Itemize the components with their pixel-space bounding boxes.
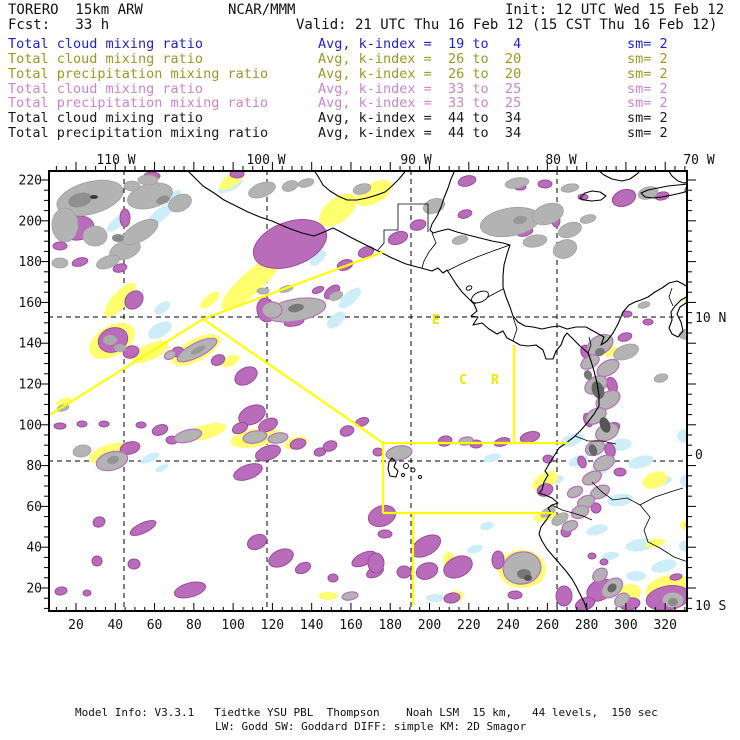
cloud-blob-purple [508, 591, 522, 599]
cloud-blob-gray [72, 444, 92, 459]
cloud-blob-purple [437, 434, 453, 447]
cloud-blob-yellow [318, 592, 338, 600]
legend-sm-value: sm= 2 [627, 36, 668, 52]
legend-sm-value: sm= 2 [627, 95, 668, 112]
cloud-blob-gray-purple-rim [262, 302, 282, 318]
longitude-label: 110 W [96, 153, 136, 168]
latitude-label: 10 N [695, 311, 727, 326]
cloud-blob-purple [311, 285, 324, 295]
legend-sm-value: sm= 2 [627, 125, 668, 142]
y-grid-label: 160 [18, 295, 42, 311]
cloud-blob-purple [614, 468, 626, 476]
map-annotations-layer [432, 313, 499, 388]
x-grid-label: 280 [574, 618, 599, 633]
cloud-blob-yellow [640, 468, 670, 492]
cloud-blob-gray [138, 175, 158, 185]
cloud-blob-purple [492, 551, 504, 569]
cloud-blob-purple [617, 331, 633, 342]
cloud-blob-gray [551, 236, 580, 261]
legend-field-label: Total precipitation mixing ratio [8, 125, 269, 142]
x-grid-label: 120 [260, 618, 285, 633]
cloud-blob-gray [579, 213, 597, 225]
island-outline [419, 476, 422, 479]
y-grid-label: 60 [26, 499, 42, 515]
cloud-blob-purple [151, 423, 169, 438]
cloud-blob-purple [77, 421, 87, 427]
legend-field-label: Total cloud mixing ratio [8, 110, 204, 127]
longitude-label: 100 W [246, 153, 286, 168]
cloud-blob-purple [610, 186, 638, 209]
site-letter-annotation: R [491, 373, 499, 388]
cloud-blob-purple [53, 242, 67, 250]
legend-sm-value: sm= 2 [627, 65, 668, 82]
cloud-blob-cyan [154, 462, 169, 473]
cloud-blob-purple [643, 319, 653, 325]
cloud-blob-gray [281, 179, 299, 194]
longitude-label: 80 W [545, 153, 577, 168]
cloud-blob-purple [409, 218, 427, 232]
y-grid-label: 120 [18, 377, 42, 393]
legend-kindex-value: Avg, k-index = 33 to 25 [318, 80, 522, 97]
site-letter-annotation: E [432, 313, 440, 328]
y-grid-label: 200 [18, 214, 42, 230]
valid-time: Valid: 21 UTC Thu 16 Feb 12 (15 CST Thu 16 Feb 12) [296, 17, 718, 33]
cloud-blob-gray [421, 196, 446, 217]
x-grid-label: 220 [457, 618, 481, 633]
cloud-blob-dark-core [114, 344, 126, 352]
cloud-blob-purple [414, 560, 440, 583]
legend-kindex-value: Avg, k-index = 19 to 4 [318, 36, 522, 52]
cloud-blob-cyan [324, 308, 348, 332]
cloud-blob-gray-purple-rim [341, 591, 358, 602]
track-segment [203, 319, 383, 443]
init-time: Init: 12 UTC Wed 15 Feb 12 [505, 2, 725, 18]
cloud-blob-purple [120, 209, 130, 227]
legend-sm-value: sm= 2 [627, 80, 668, 97]
x-grid-label: 200 [417, 618, 442, 633]
legend-kindex-value: Avg, k-index = 44 to 34 [318, 110, 522, 127]
x-grid-label: 260 [535, 618, 560, 633]
longitude-label: 70 W [683, 153, 715, 168]
cloud-blob-cyan [650, 557, 678, 575]
cloud-blob-cyan [606, 492, 634, 508]
cloud-blob-gray [246, 179, 277, 202]
cloud-blob-purple [354, 416, 370, 428]
cloud-blob-purple [328, 574, 338, 582]
cloud-blob-purple [128, 559, 140, 569]
center-name: NCAR/MMM [228, 2, 296, 18]
cloud-blob-purple [54, 423, 66, 429]
legend-field-label: Total cloud mixing ratio [8, 50, 204, 67]
cloud-blob-purple [397, 566, 411, 578]
x-grid-label: 320 [653, 618, 677, 633]
longitude-label: 90 W [400, 153, 432, 168]
cloud-blob-purple [368, 553, 384, 573]
cloud-blob-gray [637, 301, 650, 310]
cloud-blob-purple [457, 174, 477, 188]
cloud-blob-dark-core [103, 335, 117, 345]
cloud-blob-gray-purple-rim [385, 444, 413, 462]
forecast-hour: Fcst: 33 h [8, 17, 110, 33]
cloud-blob-purple [294, 560, 313, 576]
legend-kindex-value: Avg, k-index = 26 to 20 [318, 65, 522, 82]
cloud-blob-cyan [426, 594, 444, 602]
cloud-blob-gray [560, 182, 579, 193]
cloud-blob-purple [92, 556, 102, 566]
cloud-blob-purple [443, 592, 460, 605]
x-grid-label: 40 [107, 618, 124, 633]
y-grid-label: 80 [26, 459, 42, 475]
cloud-blob-cyan [627, 453, 655, 471]
island-outline [411, 468, 415, 472]
cloud-blob-gray-purple-rim [173, 427, 203, 446]
x-grid-label: 140 [299, 618, 324, 633]
cloud-blob-purple [245, 531, 269, 552]
cloud-blob-purple [173, 579, 208, 601]
cloud-blob-purple [71, 256, 89, 268]
legend-field-label: Total precipitation mixing ratio [8, 95, 269, 112]
cloud-blob-purple [128, 518, 158, 539]
cloud-blob-dark-core [112, 234, 124, 242]
x-grid-label: 20 [68, 618, 84, 633]
cloud-blob-gray [83, 226, 107, 246]
island-outline [404, 464, 409, 469]
island-outline [402, 474, 405, 477]
cloud-blob-purple [136, 422, 146, 428]
cloud-blob-purple [378, 530, 392, 538]
y-grid-label: 220 [18, 173, 42, 189]
cloud-blob-purple [266, 545, 296, 570]
cloud-blob-purple [556, 586, 572, 606]
y-grid-label: 40 [26, 540, 42, 556]
y-grid-label: 20 [26, 581, 42, 597]
cloud-blob-gray [124, 181, 140, 191]
cloud-blob-gray [556, 219, 583, 240]
cloud-blob-cyan [139, 450, 161, 466]
cloud-blob-cyan [152, 299, 172, 318]
x-grid-label: 100 [221, 618, 245, 633]
model-title: TORERO 15km ARW [8, 2, 143, 18]
cloud-blob-purple [387, 229, 410, 247]
x-grid-label: 240 [496, 618, 520, 633]
cloud-blob-gray [52, 258, 68, 268]
cloud-blob-gray [257, 288, 269, 294]
x-grid-label: 80 [186, 618, 202, 633]
cloud-blob-purple [538, 180, 552, 188]
country-border [669, 288, 673, 306]
cloud-blob-gray [687, 183, 697, 189]
legend-sm-value: sm= 2 [627, 110, 668, 127]
latitude-label: 0 [695, 448, 703, 463]
country-border [447, 245, 510, 271]
country-border [640, 488, 683, 505]
cloud-blob-purple [588, 553, 596, 559]
cloud-blob-cyan [626, 571, 646, 581]
legend-kindex-value: Avg, k-index = 44 to 34 [318, 125, 522, 142]
cloud-blob-purple [232, 460, 265, 483]
legend-field-label: Total cloud mixing ratio [8, 36, 204, 52]
cloud-blob-gray [52, 208, 78, 242]
y-grid-label: 100 [18, 418, 42, 434]
x-grid-label: 160 [339, 618, 363, 633]
legend-kindex-value: Avg, k-index = 33 to 25 [318, 95, 522, 112]
cloud-blob-gray [653, 372, 669, 383]
x-grid-label: 300 [614, 618, 638, 633]
cloud-blob-yellow [198, 288, 223, 311]
cloud-blob-purple [339, 424, 356, 438]
mixing-ratio-blobs-layer [52, 166, 698, 613]
cloud-blob-purple [373, 448, 383, 456]
legend-field-label: Total cloud mixing ratio [8, 80, 204, 97]
cloud-blob-cyan [559, 430, 586, 449]
cloud-blob-cyan [585, 522, 609, 537]
y-grid-label: 180 [18, 255, 42, 271]
x-grid-label: 180 [378, 618, 402, 633]
cloud-blob-dark-core [668, 598, 678, 606]
cloud-blob-purple [232, 363, 261, 389]
legend-field-label: Total precipitation mixing ratio [8, 65, 269, 82]
cloud-blob-gray [451, 234, 469, 246]
model-info-line1: Model Info: V3.3.1 Tiedtke YSU PBL Thompson Noah LSM 15 km, 44 levels, 150 sec [75, 706, 658, 719]
cloud-blob-dark-core [524, 575, 532, 581]
cloud-blob-dark-core [90, 195, 98, 199]
cloud-blob-purple [457, 208, 473, 219]
site-letter-annotation: C [459, 373, 467, 388]
cloud-blob-purple [83, 590, 91, 596]
y-grid-label: 140 [18, 336, 42, 352]
cloud-blob-purple [54, 586, 67, 596]
legend-kindex-value: Avg, k-index = 26 to 20 [318, 50, 522, 67]
cloud-blob-cyan [482, 452, 501, 464]
cloud-blob-cyan [466, 543, 484, 555]
country-border [422, 233, 436, 268]
cloud-blob-purple [92, 515, 107, 529]
x-grid-label: 60 [146, 618, 163, 633]
model-info-line2: LW: Godd SW: Goddard DIFF: simple KM: 2D Smagor [215, 720, 527, 733]
legend-sm-value: sm= 2 [627, 50, 668, 67]
cloud-blob-cyan [479, 520, 495, 531]
lake-outline [465, 285, 472, 291]
cloud-blob-purple [600, 559, 608, 565]
latitude-label: 10 S [695, 599, 727, 614]
cloud-blob-purple [99, 421, 109, 427]
cloud-blob-gray [297, 177, 315, 189]
